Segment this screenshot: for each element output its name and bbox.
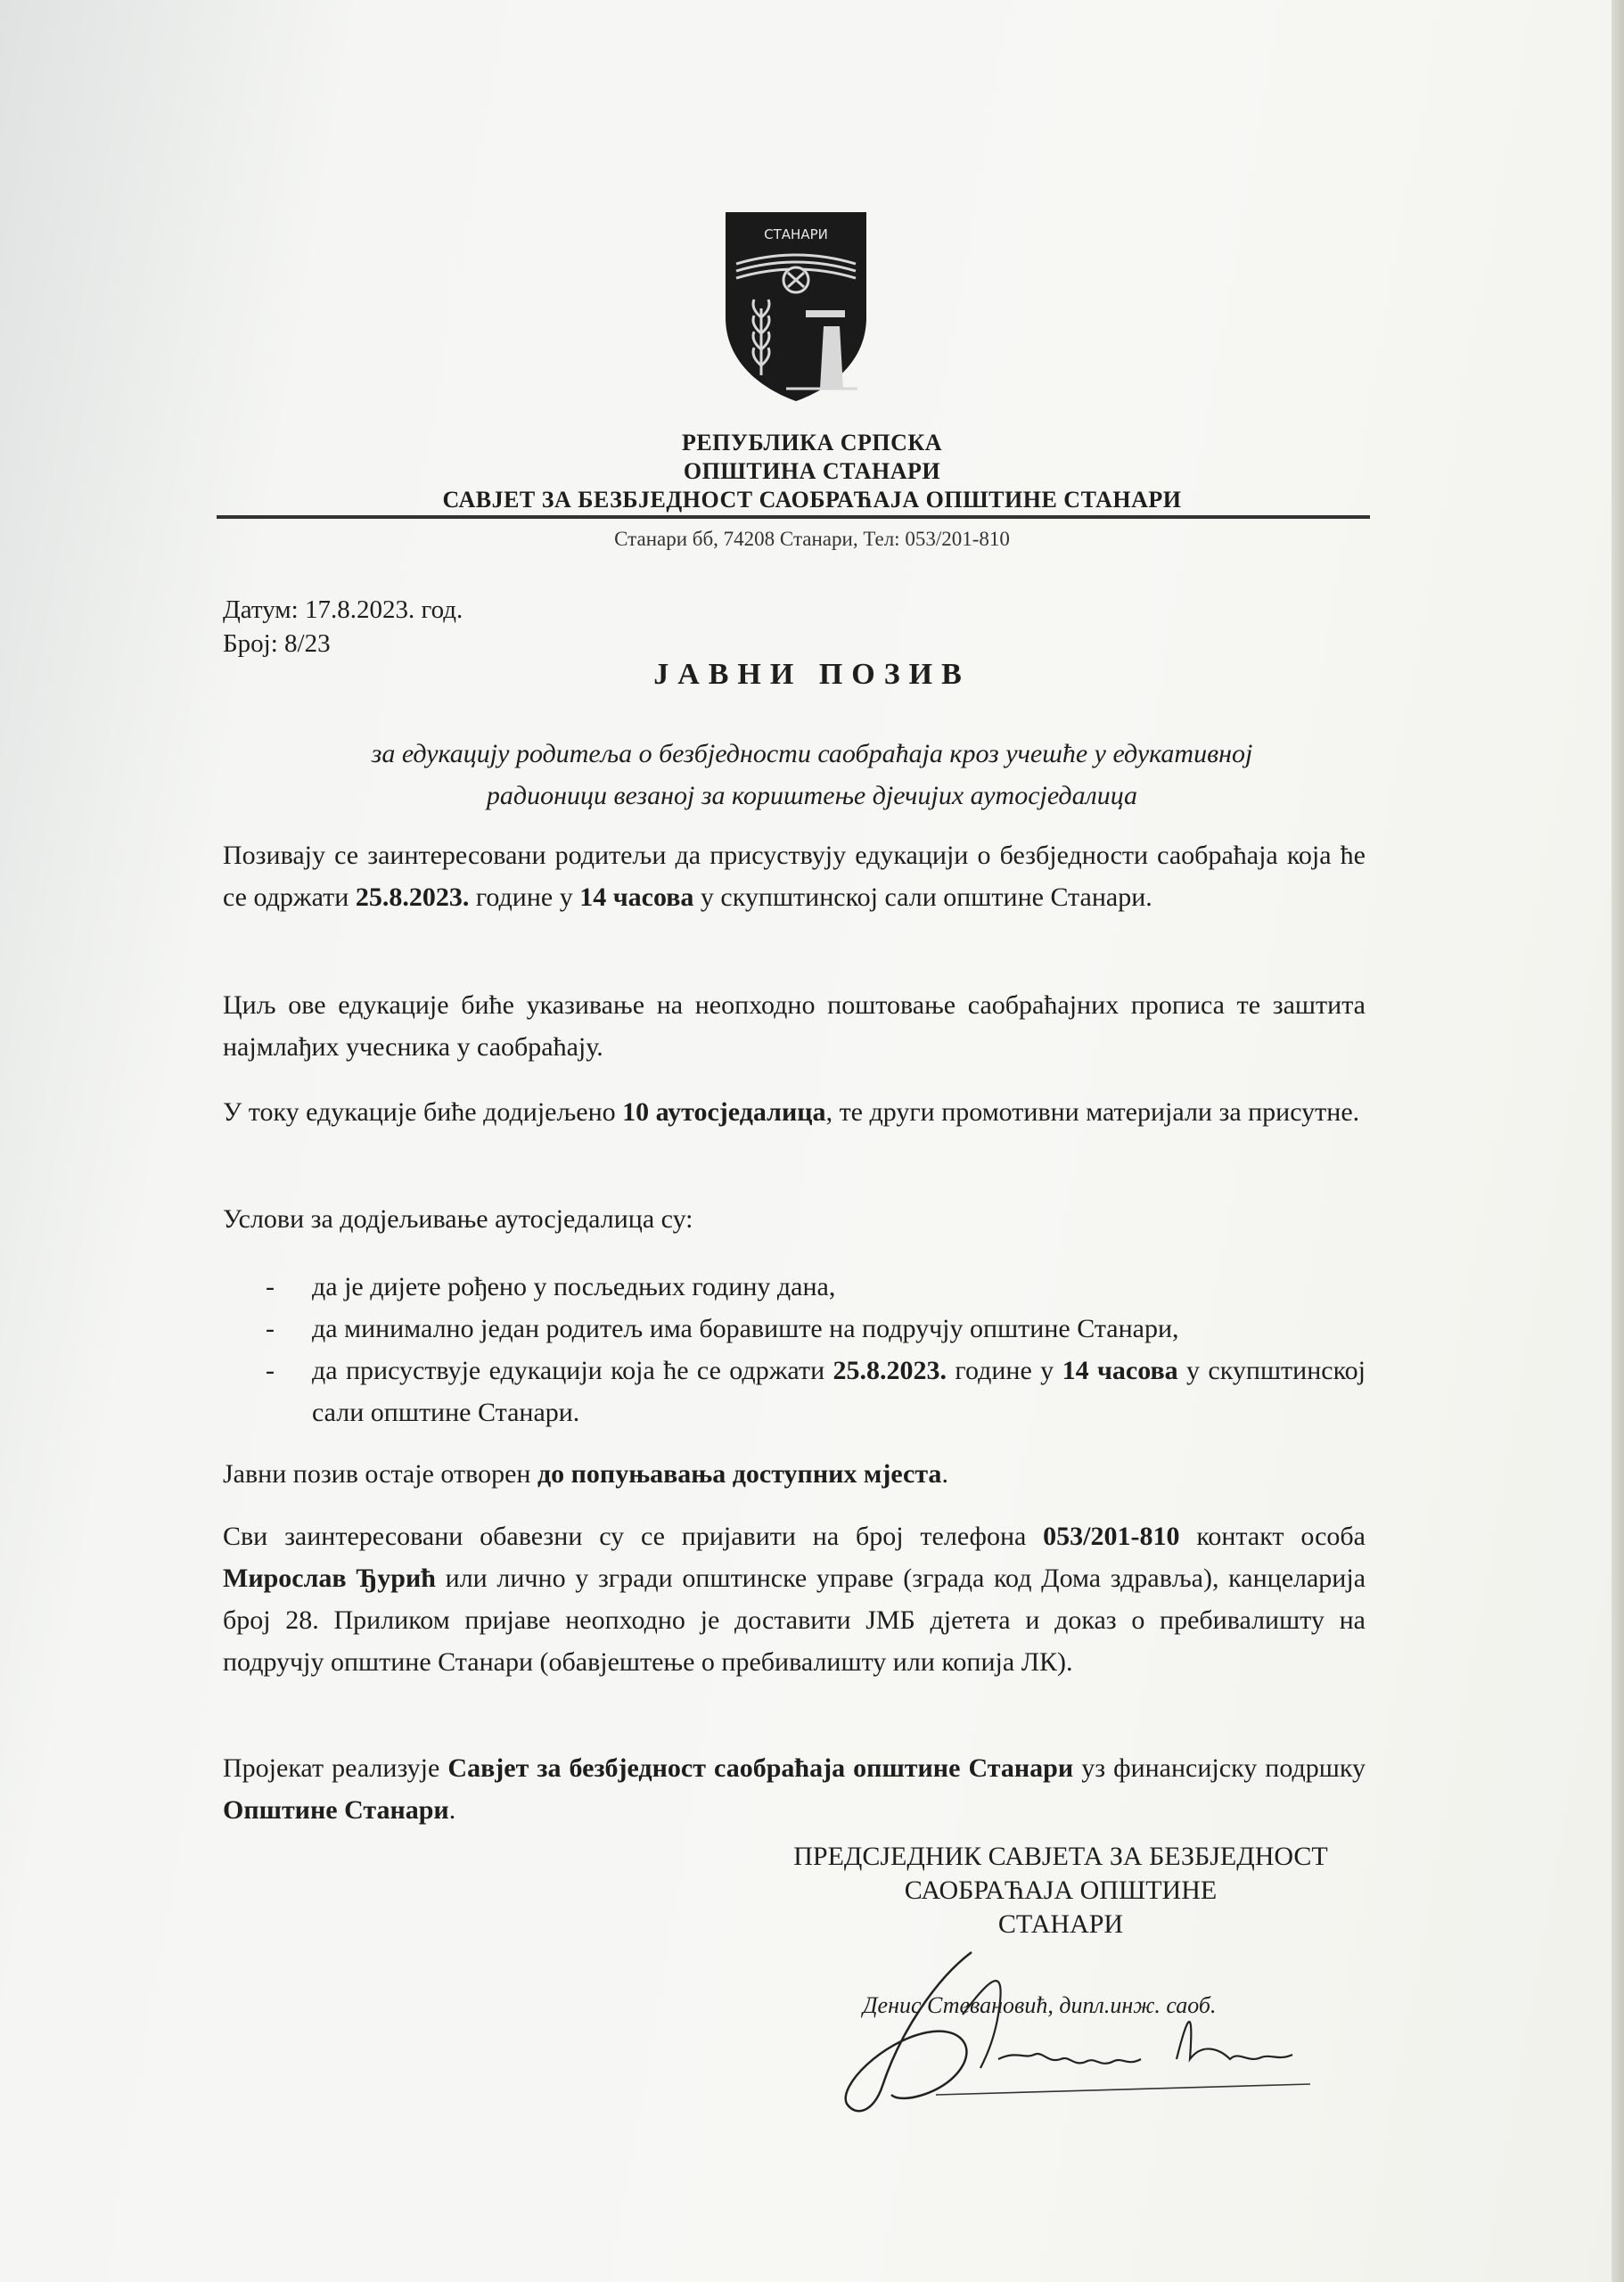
header-council: САВЈЕТ ЗА БЕЗБЈЕДНОСТ САОБРАЋАЈА ОПШТИНЕ СТАНАРИ [442,487,1182,513]
contact-phone: 053/201-810 [1043,1522,1180,1551]
event-time: 14 часова [1062,1356,1178,1385]
document-date: Датум: 17.8.2023. год. [223,595,463,624]
text: или лично у згради општинске управе (зграда код Дома здравља), канцеларија број 28. Приликом пријаве неопходно је доставити ЈМБ дјетета и доказ о пребивалишту на подручју општине Станари (обавјештење о пребивалишту или копија ЛК). [223,1564,1366,1677]
paragraph-open-call [223,1453,1366,1495]
signature-title-3: СТАНАРИ [997,1909,1124,1939]
list-item-text: да је дијете рођено у посљедњих годину дана, [312,1272,836,1301]
signature-title-1: ПРЕДСЈЕДНИК САВЈЕТА ЗА БЕЗБЈЕДНОСТ [793,1842,1328,1871]
handwritten-signature [829,1925,1328,2130]
organizer: Савјет за безбједност саобраћаја општине Станари [447,1753,1074,1783]
list-item [266,1350,1366,1433]
text: у скупштинској сали општине Станари. [312,1356,1366,1427]
text: Позивају се заинтересовани родитељи да присуствују едукацији о безбједности саобраћаја која ће се одржати [223,841,1366,912]
paragraph-goal: Циљ ове едукације биће указивање на неопходно поштовање саобраћајних прописа те заштита најмлађих учесника у саобраћају. [223,990,1366,1062]
availability: до попуњавања доступних мјеста [537,1459,942,1489]
header-republic: РЕПУБЛИКА СРПСКА [681,430,943,456]
event-time: 14 часова [579,882,694,912]
paragraph-seats [223,1091,1366,1133]
list-dash: - [266,1314,275,1343]
subtitle-line-1: за едукацију родитеља о безбједности саобраћаја кроз учешће у едукативној [371,739,1253,768]
paragraph-invitation [223,834,1366,918]
text: Пројекат реализује [223,1753,448,1783]
subtitle-line-2: радионици везаној за кориштење дјечијих аутосједалица [486,781,1138,810]
paragraph-project [223,1747,1366,1831]
crest-label: СТАНАРИ [764,226,828,242]
text: Јавни позив остаје отворен [223,1459,537,1489]
text: године у [469,882,580,912]
text: у скупштинској сали општине Станари. [693,882,1152,912]
document-number: Број: 8/23 [223,629,331,658]
signature-title-2: САОБРАЋАЈА ОПШТИНЕ [904,1876,1218,1905]
signatory-name: Денис Стевановић, дипл.инж. саоб. [863,1992,1217,2018]
text: . [941,1459,948,1489]
list-dash: - [266,1356,275,1385]
text: да присуствује едукацији која ће се одржати [312,1356,833,1385]
text: . [448,1795,456,1825]
paragraph-conditions: Услови за додјељивање аутосједалица су: [223,1204,693,1234]
text: контакт особа [1179,1522,1366,1551]
document-subtitle [267,733,1357,817]
document-title: ЈАВНИ ПОЗИВ [653,658,971,691]
text: уз финансијску подршку [1073,1753,1366,1783]
text: У току едукације биће додијељено [223,1097,623,1127]
text: , те други промотивни материјали за присутне. [825,1097,1360,1127]
list-item [266,1266,1366,1308]
list-item [266,1308,1366,1350]
event-date: 25.8.2023. [355,882,470,912]
header-municipality: ОПШТИНА СТАНАРИ [683,458,941,484]
sponsor: Општине Станари [223,1795,449,1825]
header-divider [217,515,1370,519]
municipality-crest-logo [724,210,868,403]
text: године у [947,1356,1062,1385]
list-dash: - [266,1272,275,1301]
paragraph-registration [223,1515,1366,1683]
event-date: 25.8.2023. [833,1356,947,1385]
list-item-text [312,1350,1366,1433]
seat-count: 10 аутосједалица [622,1097,826,1127]
header-address: Станари бб, 74208 Станари, Тел: 053/201-810 [614,528,1010,550]
list-item-text: да минимално један родитељ има боравиште на подручју општине Станари, [312,1314,1179,1343]
text: Сви заинтересовани обавезни су се пријавити на број телефона [223,1522,1044,1551]
contact-person: Мирослав Ђурић [223,1564,436,1593]
paper-edge [1612,0,1624,2282]
